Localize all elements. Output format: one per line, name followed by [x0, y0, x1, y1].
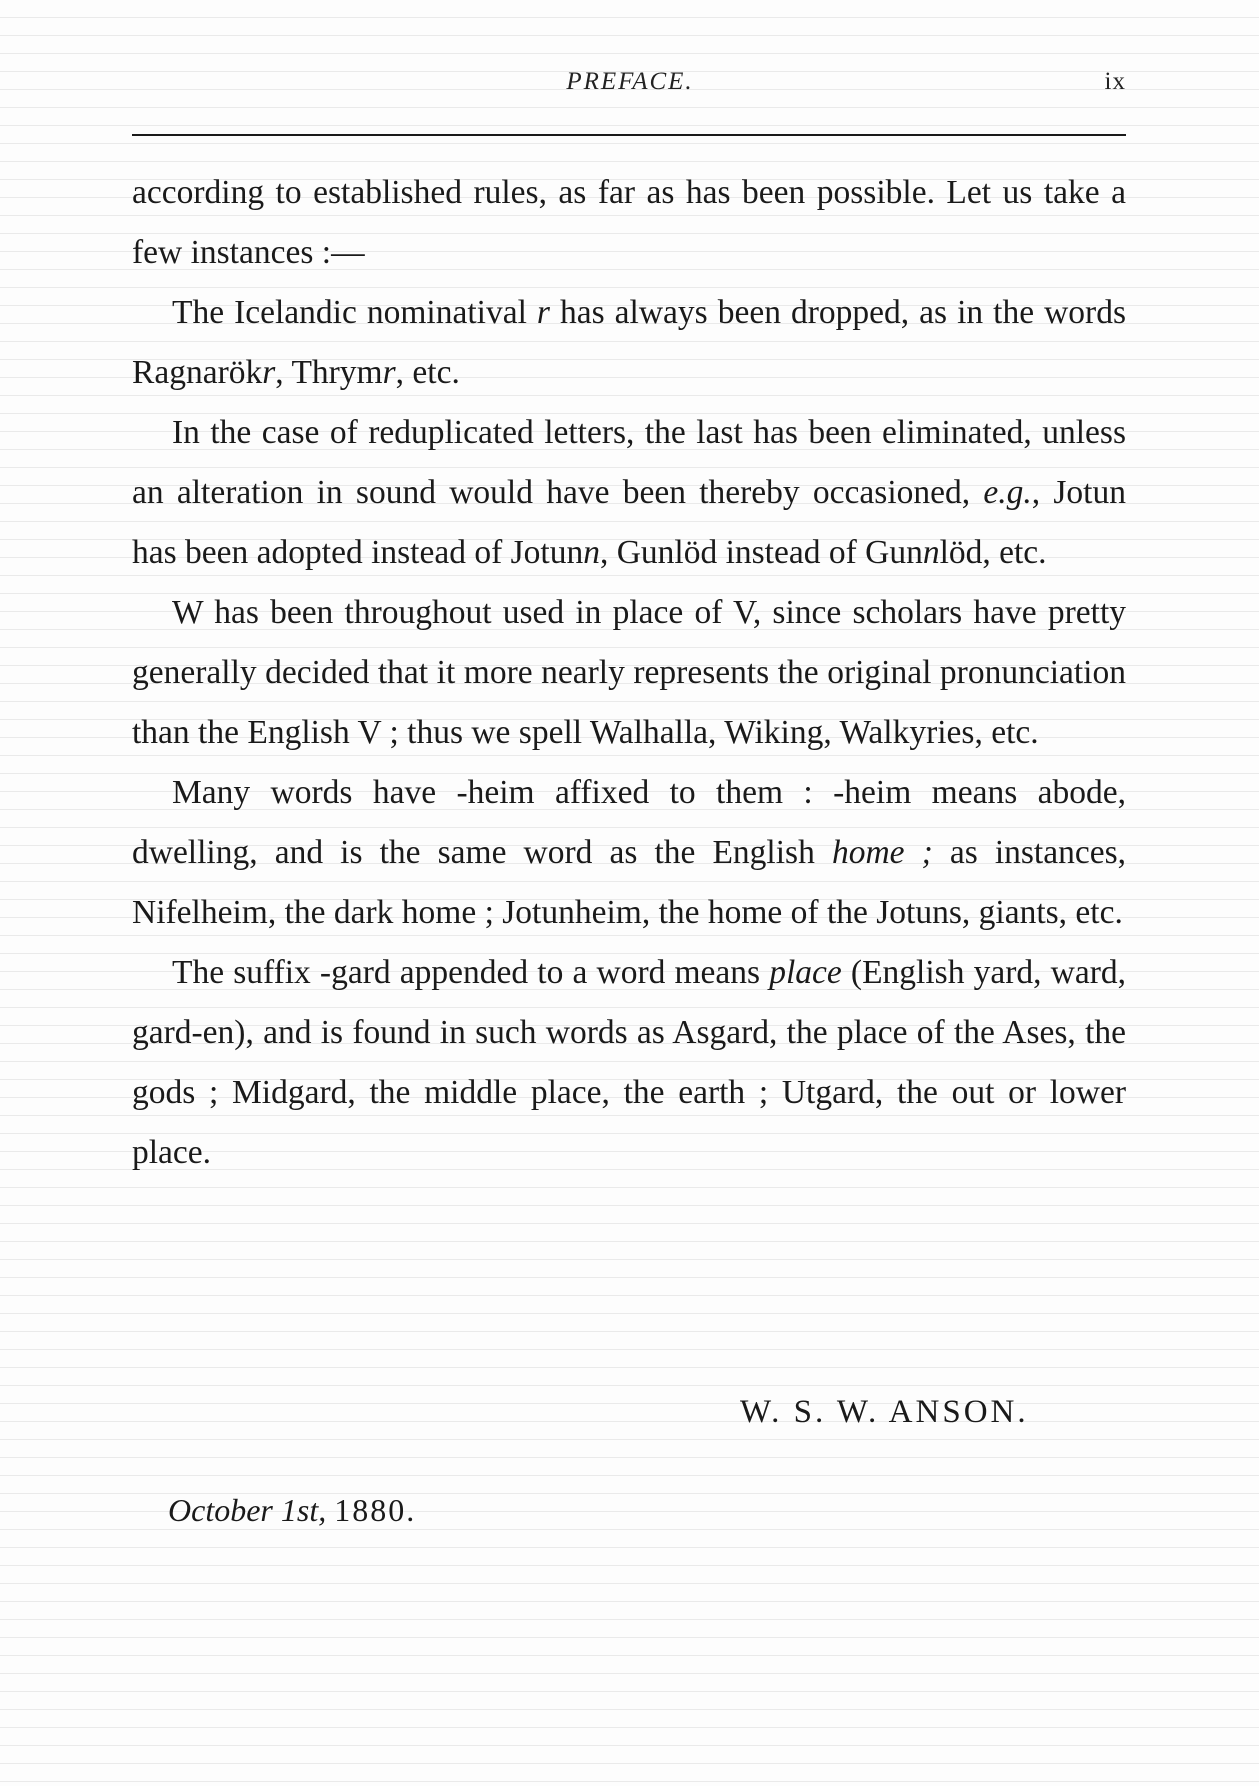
date-month: October: [168, 1492, 273, 1528]
paragraph-2: [132, 283, 1126, 403]
italic-letter: r: [382, 354, 396, 391]
italic-letter: n: [922, 534, 940, 571]
date-day: 1st,: [280, 1492, 327, 1528]
text-span: In the case of reduplicated letters, the last has been eliminated, unless an alteration in sound would have been thereby occasioned,: [132, 414, 1126, 511]
text-span: The Icelandic nominatival: [172, 294, 537, 331]
header-rule: [132, 134, 1126, 136]
paragraph-3: [132, 403, 1126, 583]
italic-letter: r: [536, 294, 550, 331]
italic-word: home ;: [831, 834, 933, 871]
paragraph-6: [132, 943, 1126, 1183]
text-span: as instances, Nifelheim, the dark home ; Jotunheim, the home of the Jotuns, giants, etc.: [132, 834, 1127, 931]
text-span: , Thrym: [275, 354, 383, 391]
text-span: , Jotun has been adopted instead of Jotun: [132, 474, 1126, 571]
text-span: löd, etc.: [939, 534, 1047, 571]
running-head: [130, 68, 1130, 104]
dateline: [168, 1492, 416, 1529]
paragraph-1: according to established rules, as far as has been possible. Let us take a few instances :—: [132, 174, 1126, 271]
italic-abbreviation: e.g.: [983, 474, 1032, 511]
running-title: PREFACE.: [566, 68, 694, 95]
date-year: 1880.: [334, 1492, 417, 1528]
text-span: has always been dropped, as in the words Ragnarök: [132, 294, 1126, 391]
italic-word: place: [769, 954, 842, 991]
page-number: ix: [1104, 68, 1126, 95]
preface-body: [132, 163, 1126, 1183]
author-signature: W. S. W. ANSON.: [740, 1394, 1029, 1430]
text-span: The suffix -gard appended to a word means: [172, 954, 770, 991]
paragraph-4: W has been throughout used in place of V, since scholars have pretty generally decided that it more nearly represents the original pronunciation than the English V ; thus we spell Walhalla, Wiking, Walkyries, etc.: [132, 594, 1126, 751]
text-span: , Gunlöd instead of Gun: [599, 534, 923, 571]
italic-letter: r: [262, 354, 276, 391]
italic-letter: n: [583, 534, 600, 571]
text-span: , etc.: [395, 354, 460, 391]
text-span: Many words have -heim affixed to them : -heim means abode, dwelling, and is the same word as the English: [132, 774, 1126, 871]
text-span: (English yard, ward, gard-en), and is found in such words as Asgard, the place of the Ases, the gods ; Midgard, the middle place, the earth ; Utgard, the out or lower place.: [132, 954, 1126, 1171]
paragraph-5: [132, 763, 1126, 943]
